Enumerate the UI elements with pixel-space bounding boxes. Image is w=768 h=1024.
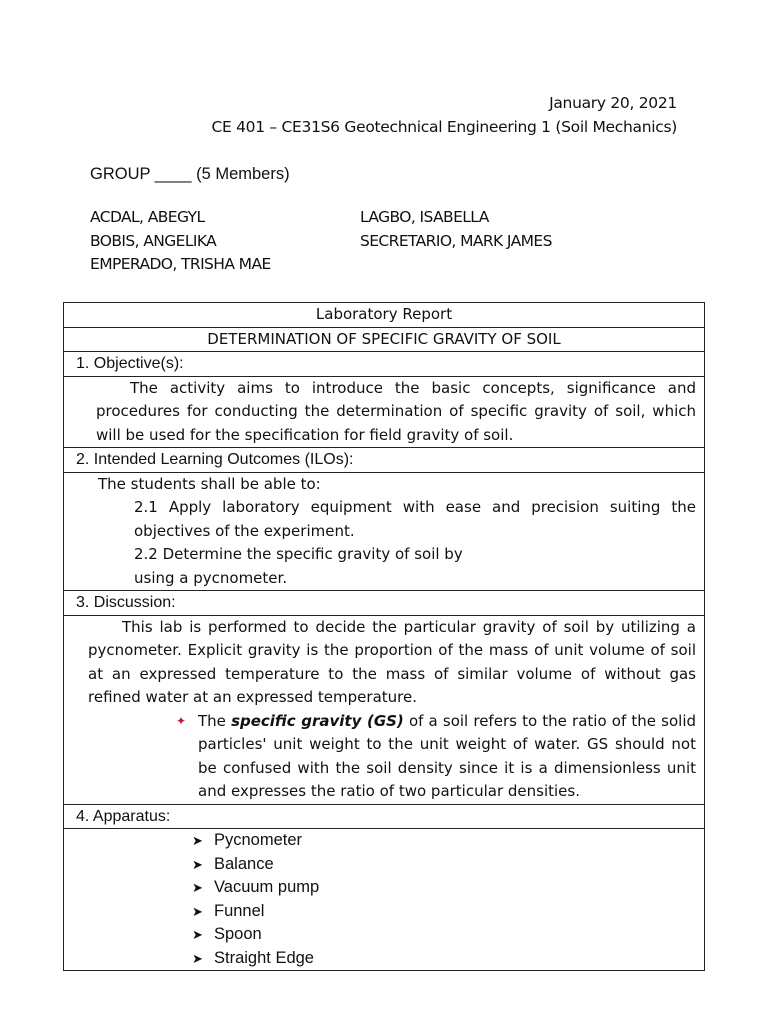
discussion-text: This lab is performed to decide the particular gravity of soil by utilizing a pycnometer. Explicit gravity is the proportion of the mass of unit volume of soil at an expressed temperature to the mass of similar volume of without gas refined water at an expressed temperature. (88, 617, 696, 706)
member-name: ACDAL, ABEGYL (90, 208, 205, 226)
apparatus-item: Spoon (214, 925, 262, 943)
bullet-post: of a soil refers to the ratio of the solid particles' unit weight to the unit weight of water. GS should not be confused with the soil density since it is a dimensionless unit and expresses the ratio of two particular densities. (198, 711, 697, 800)
discussion-bullet (88, 710, 696, 804)
arrow-bullet-icon: ➤ (192, 927, 203, 942)
ilo-lead: The students shall be able to: (98, 474, 321, 493)
objective-cell (64, 376, 705, 448)
apparatus-item: Vacuum pump (214, 878, 320, 896)
member-name: LAGBO, ISABELLA (360, 208, 489, 226)
apparatus-heading: 4. Apparatus: (64, 804, 705, 829)
list-item (192, 876, 696, 900)
objective-text: The activity aims to introduce the basic concepts, significance and procedures for conducting the determination of specific gravity of soil, which will be used for the specification for field gravity of soil. (96, 378, 696, 444)
list-item (192, 853, 696, 877)
group-title: GROUP ____ (5 Members) (90, 165, 290, 183)
report-title: Laboratory Report (64, 303, 705, 328)
ilo-item-text: 2.1 Apply laboratory equipment with ease and precision suiting the objectives of the experiment. (134, 498, 696, 540)
bullet-pre: The (198, 711, 232, 730)
list-item (192, 900, 696, 924)
report-subtitle: DETERMINATION OF SPECIFIC GRAVITY OF SOIL (64, 327, 705, 352)
apparatus-cell (64, 829, 705, 971)
apparatus-item: Straight Edge (214, 948, 314, 967)
list-item (192, 947, 696, 971)
arrow-bullet-icon: ➤ (192, 950, 203, 966)
gs-term: specific gravity (GS) (231, 711, 404, 730)
member-name: BOBIS, ANGELIKA (90, 232, 217, 250)
ilo-heading: 2. Intended Learning Outcomes (ILOs): (64, 448, 705, 473)
ilo-item: 2.2 Determine the specific gravity of soil by (134, 545, 463, 563)
discussion-cell (64, 615, 705, 804)
arrow-bullet-icon: ➤ (192, 880, 203, 895)
bullet-text (198, 710, 696, 804)
ilo-item (72, 496, 696, 543)
arrow-bullet-icon: ➤ (192, 833, 203, 848)
list-item (192, 923, 696, 947)
arrow-bullet-icon: ➤ (192, 856, 203, 872)
diamond-bullet-icon: ✦ (176, 713, 187, 728)
member-name: SECRETARIO, MARK JAMES (360, 232, 552, 250)
objective-heading: 1. Objective(s): (64, 352, 705, 377)
discussion-heading: 3. Discussion: (64, 591, 705, 616)
apparatus-list (72, 829, 696, 970)
ilo-item-continued: using a pycnometer. (134, 568, 288, 587)
apparatus-item: Pycnometer (214, 831, 303, 849)
apparatus-item: Balance (214, 854, 274, 873)
apparatus-item: Funnel (214, 901, 265, 920)
report-date: January 20, 2021 (549, 94, 677, 112)
ilo-cell (64, 472, 705, 591)
member-name: EMPERADO, TRISHA MAE (90, 255, 271, 273)
arrow-bullet-icon: ➤ (192, 903, 203, 919)
list-item (192, 829, 696, 853)
lab-report-table (63, 302, 705, 971)
course-title: CE 401 – CE31S6 Geotechnical Engineering 1 (Soil Mechanics) (211, 118, 677, 136)
